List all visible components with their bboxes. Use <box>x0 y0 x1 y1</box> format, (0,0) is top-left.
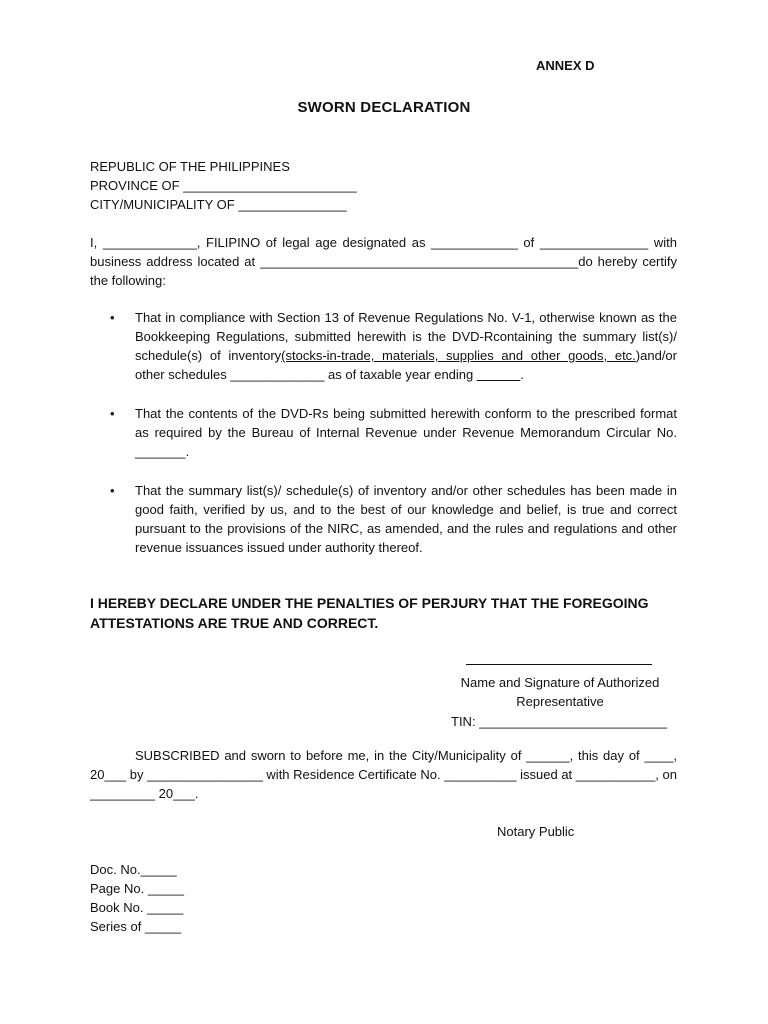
perjury-declaration: I HEREBY DECLARE UNDER THE PENALTIES OF PERJURY THAT THE FOREGOING ATTESTATIONS ARE TRUE AND CORRECT. <box>90 595 649 631</box>
bullet-text-part: )and/or other schedules _____________ as of taxable year ending <box>135 348 677 382</box>
bullet-text: That the summary list(s)/ schedule(s) of inventory and/or other schedules has been made in good faith, verified by us, and to the best of our knowledge and belief, is true and correct pursuant to the provisions of the NIRC, as amended, and the rules and regulations and other revenue issuances issued under authority thereof. <box>135 483 677 555</box>
signature-caption-line2: Representative <box>516 694 604 709</box>
signature-line <box>466 652 652 665</box>
province-line: PROVINCE OF ________________________ <box>90 178 357 193</box>
bullet-text-part: That in compliance with Section 13 of Revenue Regulations No. V-1, otherwise known as the Bookkeeping Regulations, submitted herewith is the DVD-Rcontaining the summary list(s)/ schedule(s) of inventory <box>135 310 677 363</box>
doc-no-line: Doc. No._____ <box>90 862 177 877</box>
bullet-icon: • <box>110 483 115 498</box>
signature-block <box>445 652 675 731</box>
tin-line: TIN: __________________________ <box>451 714 668 729</box>
city-line: CITY/MUNICIPALITY OF _______________ <box>90 197 347 212</box>
bullet-icon: • <box>110 310 115 325</box>
jurat-paragraph: SUBSCRIBED and sworn to before me, in the City/Municipality of ______, this day of ____, 20___ by ________________ with Residence Certificate No. __________ issued at ___________, on _________ 20___. <box>90 748 677 801</box>
signature-caption-line1: Name and Signature of Authorized <box>460 675 660 690</box>
document-title: SWORN DECLARATION <box>297 99 471 116</box>
republic-line: REPUBLIC OF THE PHILIPPINES <box>90 159 290 174</box>
intro-paragraph: I, _____________, FILIPINO of legal age designated as ____________ of _______________ with business address located at ____________________________________________do hereby certify the following: <box>90 235 677 288</box>
series-line: Series of _____ <box>90 919 182 934</box>
bullet-text: That the contents of the DVD-Rs being submitted herewith conform to the prescribed format as required by the Bureau of Internal Revenue under Revenue Memorandum Circular No. _______. <box>135 406 677 459</box>
annex-label: ANNEX D <box>536 58 595 73</box>
notary-public-label: Notary Public <box>497 824 575 839</box>
notarial-register-refs <box>90 860 184 936</box>
book-no-line: Book No. _____ <box>90 900 184 915</box>
jurisdiction-header <box>90 157 357 214</box>
bullet-icon: • <box>110 406 115 421</box>
signature-caption <box>445 673 675 711</box>
taxable-year-blank: ______ <box>476 367 521 382</box>
inventory-types-underlined: (stocks-in-trade, materials, supplies and other goods, etc. <box>281 348 636 363</box>
page-no-line: Page No. _____ <box>90 881 184 896</box>
bullet-text <box>135 308 677 384</box>
bullet-text-end: . <box>520 367 524 382</box>
